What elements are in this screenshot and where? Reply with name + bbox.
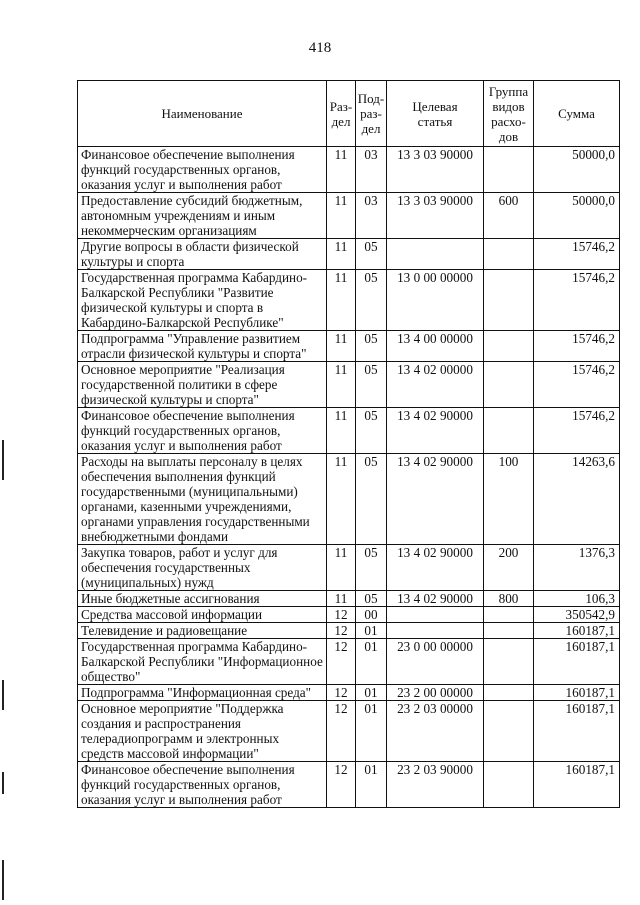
row-subsection: 05 (356, 591, 387, 607)
row-amount: 15746,2 (534, 408, 620, 454)
row-amount: 15746,2 (534, 270, 620, 331)
row-name: Телевидение и радиовещание (78, 623, 327, 639)
table-row (78, 545, 620, 591)
row-subsection: 05 (356, 331, 387, 362)
row-expense-group (484, 701, 534, 762)
row-expense-group (484, 239, 534, 270)
row-expense-group: 100 (484, 454, 534, 545)
table-row (78, 147, 620, 193)
row-amount: 1376,3 (534, 545, 620, 591)
row-amount: 160187,1 (534, 639, 620, 685)
row-name: Финансовое обеспечение выполнения функций государственных органов, оказания услуг и выполнения работ (78, 147, 327, 193)
row-amount: 350542,9 (534, 607, 620, 623)
table-row (78, 270, 620, 331)
header-name: Наименование (78, 81, 327, 147)
table-row (78, 362, 620, 408)
row-section: 11 (327, 408, 356, 454)
row-target: 13 4 02 90000 (387, 591, 484, 607)
row-amount: 15746,2 (534, 362, 620, 408)
row-target: 23 2 03 90000 (387, 762, 484, 808)
row-expense-group (484, 270, 534, 331)
row-amount: 14263,6 (534, 454, 620, 545)
scan-mark-4 (2, 860, 4, 900)
row-subsection: 05 (356, 454, 387, 545)
header-expense-group: Группа видов расхо- дов (484, 81, 534, 147)
header-subsection: Под- раз- дел (356, 81, 387, 147)
scan-mark-1 (2, 440, 4, 480)
table-row (78, 239, 620, 270)
row-section: 11 (327, 545, 356, 591)
row-amount: 50000,0 (534, 147, 620, 193)
row-name: Государственная программа Кабардино-Балкарской Республики "Развитие физической культуры и спорта в Кабардино-Балкарской Республике" (78, 270, 327, 331)
row-section: 11 (327, 239, 356, 270)
row-section: 12 (327, 623, 356, 639)
row-name: Подпрограмма "Управление развитием отрасли физической культуры и спорта" (78, 331, 327, 362)
row-amount: 50000,0 (534, 193, 620, 239)
row-section: 11 (327, 591, 356, 607)
row-name: Иные бюджетные ассигнования (78, 591, 327, 607)
row-name: Государственная программа Кабардино-Балкарской Республики "Информационное общество" (78, 639, 327, 685)
row-subsection: 05 (356, 408, 387, 454)
row-subsection: 03 (356, 147, 387, 193)
row-target: 13 0 00 00000 (387, 270, 484, 331)
row-section: 12 (327, 701, 356, 762)
row-amount: 15746,2 (534, 331, 620, 362)
row-subsection: 03 (356, 193, 387, 239)
row-expense-group (484, 639, 534, 685)
row-target (387, 239, 484, 270)
row-target: 23 2 00 00000 (387, 685, 484, 701)
row-subsection: 01 (356, 762, 387, 808)
row-amount: 160187,1 (534, 623, 620, 639)
header-section: Раз- дел (327, 81, 356, 147)
row-section: 11 (327, 454, 356, 545)
row-expense-group (484, 685, 534, 701)
row-subsection: 05 (356, 239, 387, 270)
row-subsection: 01 (356, 685, 387, 701)
row-expense-group (484, 408, 534, 454)
row-target: 13 3 03 90000 (387, 193, 484, 239)
row-name: Финансовое обеспечение выполнения функций государственных органов, оказания услуг и выполнения работ (78, 408, 327, 454)
table-row (78, 685, 620, 701)
row-name: Основное мероприятие "Поддержка создания и распространения телерадиопрограмм и электронных средств массовой информации" (78, 701, 327, 762)
table-row (78, 762, 620, 808)
row-name: Другие вопросы в области физической культуры и спорта (78, 239, 327, 270)
row-target: 23 0 00 00000 (387, 639, 484, 685)
row-name: Средства массовой информации (78, 607, 327, 623)
row-target: 13 4 00 00000 (387, 331, 484, 362)
row-target: 13 4 02 00000 (387, 362, 484, 408)
table-row (78, 623, 620, 639)
row-subsection: 05 (356, 545, 387, 591)
row-target (387, 623, 484, 639)
row-subsection: 01 (356, 639, 387, 685)
table-row (78, 331, 620, 362)
row-target (387, 607, 484, 623)
row-subsection: 01 (356, 623, 387, 639)
scan-mark-2 (2, 680, 4, 710)
row-name: Основное мероприятие "Реализация государственной политики в сфере физической культуры и спорта" (78, 362, 327, 408)
row-amount: 160187,1 (534, 685, 620, 701)
row-name: Предоставление субсидий бюджетным, автономным учреждениям и иным некоммерческим организациям (78, 193, 327, 239)
table-row (78, 701, 620, 762)
row-expense-group (484, 623, 534, 639)
row-name: Расходы на выплаты персоналу в целях обеспечения выполнения функций государственными (муниципальными) органами, казенными учреждениями, органами управления государственными внебюджетными фондами (78, 454, 327, 545)
row-expense-group: 200 (484, 545, 534, 591)
row-target: 13 4 02 90000 (387, 408, 484, 454)
row-expense-group (484, 607, 534, 623)
row-section: 11 (327, 147, 356, 193)
table-row (78, 193, 620, 239)
table-row (78, 607, 620, 623)
row-amount: 160187,1 (534, 762, 620, 808)
row-section: 11 (327, 362, 356, 408)
row-name: Закупка товаров, работ и услуг для обеспечения государственных (муниципальных) нужд (78, 545, 327, 591)
table-row (78, 639, 620, 685)
row-subsection: 01 (356, 701, 387, 762)
row-expense-group (484, 147, 534, 193)
row-subsection: 00 (356, 607, 387, 623)
page-number: 418 (308, 40, 332, 56)
row-section: 11 (327, 331, 356, 362)
row-section: 12 (327, 685, 356, 701)
row-name: Подпрограмма "Информационная среда" (78, 685, 327, 701)
row-target: 23 2 03 00000 (387, 701, 484, 762)
row-target: 13 3 03 90000 (387, 147, 484, 193)
header-amount: Сумма (534, 81, 620, 147)
table-row (78, 408, 620, 454)
row-amount: 15746,2 (534, 239, 620, 270)
row-expense-group (484, 331, 534, 362)
row-subsection: 05 (356, 270, 387, 331)
row-section: 11 (327, 270, 356, 331)
row-expense-group (484, 362, 534, 408)
row-subsection: 05 (356, 362, 387, 408)
row-amount: 160187,1 (534, 701, 620, 762)
row-section: 11 (327, 193, 356, 239)
row-expense-group: 800 (484, 591, 534, 607)
row-section: 12 (327, 762, 356, 808)
header-target: Целевая статья (387, 81, 484, 147)
row-expense-group (484, 762, 534, 808)
row-target: 13 4 02 90000 (387, 454, 484, 545)
row-expense-group: 600 (484, 193, 534, 239)
table-header-row (78, 81, 620, 147)
row-section: 12 (327, 639, 356, 685)
budget-table (77, 80, 620, 808)
table-row (78, 454, 620, 545)
row-section: 12 (327, 607, 356, 623)
row-target: 13 4 02 90000 (387, 545, 484, 591)
scan-mark-3 (2, 772, 4, 794)
table-row (78, 591, 620, 607)
row-name: Финансовое обеспечение выполнения функций государственных органов, оказания услуг и выполнения работ (78, 762, 327, 808)
row-amount: 106,3 (534, 591, 620, 607)
